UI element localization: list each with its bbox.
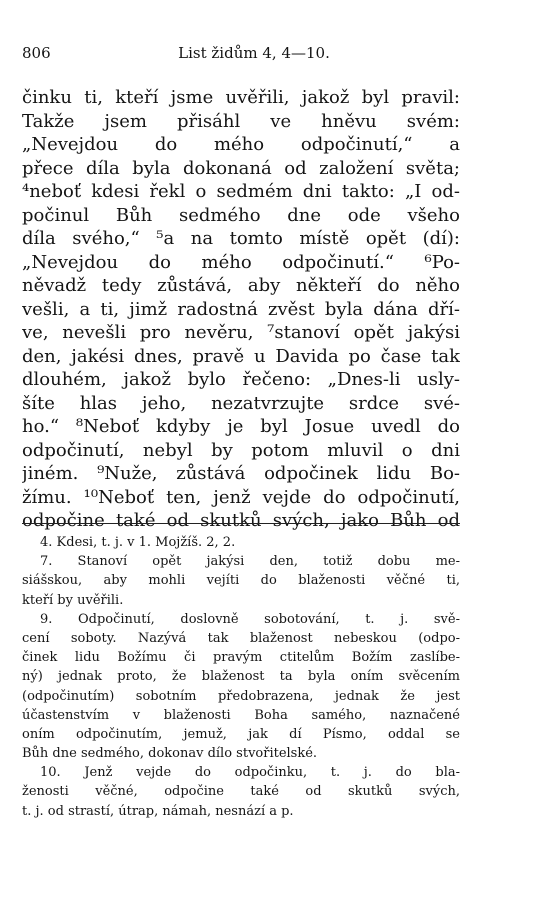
footnote-line: 9. Odpočinutí, doslovně sobotování, t. j. svě- [40,611,460,627]
footnote-line: 7. Stanoví opět jakýsi den, totiž dobu me- [40,554,460,570]
footnote-line: účastenstvím v blaženosti Boha samého, naznačené [22,707,460,723]
running-title: List židům 4, 4—10. [178,44,330,62]
text-line: činku ti, kteří jsme uvěřili, jakož byl pravil: [22,87,460,108]
text-line: Takže jsem přisáhl ve hněvu svém: [22,110,460,132]
footnote-line: činek lidu Božímu či pravým ctitelům Božím zaslíbe- [22,650,460,666]
footnote-line: 4. Kdesi, t. j. v 1. Mojžíš. 2, 2. [40,535,236,550]
text-line: „Nevejdou do mého odpočinutí,“ a [22,134,460,155]
main-text [22,86,460,533]
footnote-line: (odpočinutím) sobotním předobrazena, jednak že jest [22,688,460,704]
footnotes [22,533,460,821]
text-line: „Nevejdou do mého odpočinutí.“ ⁶Po- [22,251,460,273]
page-header [22,44,486,68]
text-line: ve, nevešli pro nevěru, ⁷stanoví opět jakýsi [22,322,460,343]
text-line: počinul Bůh sedmého dne ode všeho [22,204,460,226]
text-line: vešli, a ti, jimž radostná zvěst byla dána dří- [22,298,460,320]
text-line: odpočinutí, nebyl by potom mluvil o dni [22,439,460,461]
footnote-line: Bůh dne sedmého, dokonav dílo stvořitelské. [22,746,318,762]
text-line: díla svého,“ ⁵a na tomto místě opět (dí): [22,228,460,249]
footnote-line: oním odpočinutím, jemuž, jak dí Písmo, oddal se [22,726,460,742]
page-number: 806 [22,44,51,62]
footnote-line: kteří by uvěřili. [22,592,124,608]
text-line: ⁴neboť kdesi řekl o sedmém dni takto: „I od- [22,181,460,202]
footnote-line: siášskou, aby mohli vejíti do blaženosti věčné ti, [22,573,460,589]
footnote-divider [22,523,460,524]
text-line: přece díla byla dokonaná od založení světa; [22,157,460,179]
text-line: jiném. ⁹Nuže, zůstává odpočinek lidu Bo- [22,463,460,484]
text-line: něvadž tedy zůstává, aby někteří do něho [22,275,460,296]
footnote-line: ný) jednak proto, že blaženost ta byla oním svěcením [22,669,460,685]
text-line: šíte hlas jeho, nezatvrzujte srdce své- [22,392,460,414]
text-line: odpočine také od skutků svých, jako Bůh od [22,510,460,531]
footnote-line: cení soboty. Nazývá tak blaženost nebeskou (odpo- [22,630,460,646]
footnote-line: 10. Jenž vejde do odpočinku, t. j. do bla- [40,765,460,781]
text-line: žímu. ¹⁰Neboť ten, jenž vejde do odpočinutí, [22,486,460,508]
text-line: den, jakési dnes, pravě u Davida po čase tak [22,345,460,367]
text-line: dlouhém, jakož bylo řečeno: „Dnes-li usly- [22,369,460,390]
footnote-line: ženosti věčné, odpočine také od skutků svých, [22,784,460,800]
footnote-line: t. j. od strastí, útrap, námah, nesnází a p. [22,803,294,819]
text-line: ho.“ ⁸Neboť kdyby je byl Josue uvedl do [22,416,460,437]
